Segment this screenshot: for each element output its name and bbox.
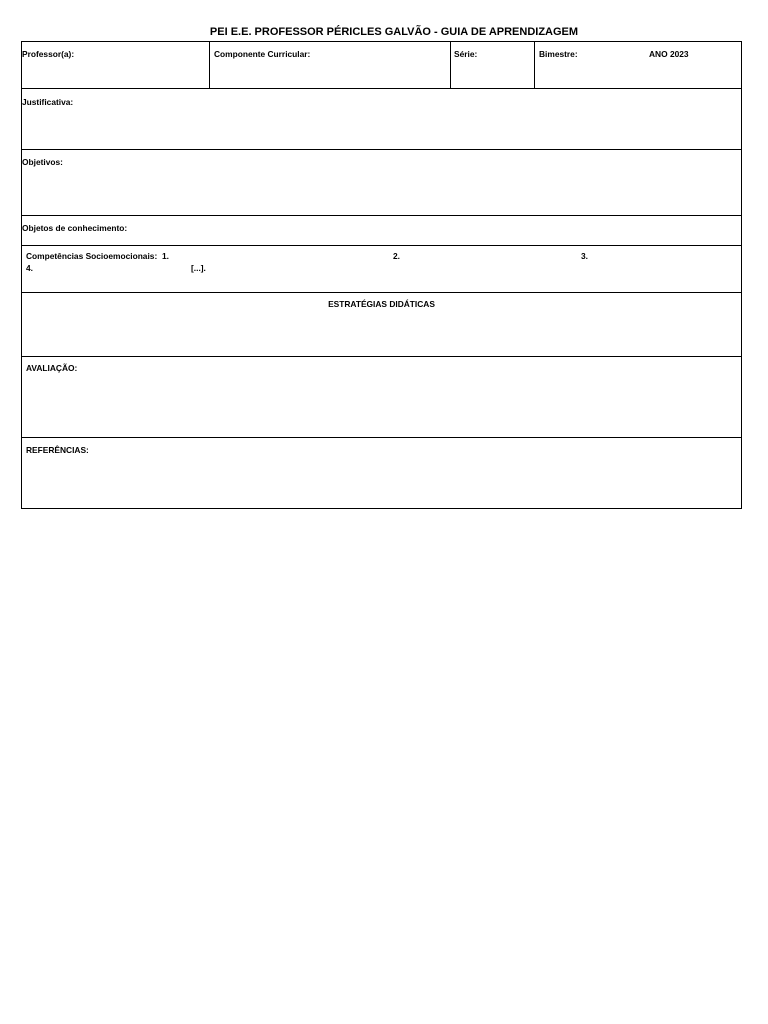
competencia-item-4: 4. xyxy=(26,263,33,273)
row-divider xyxy=(22,292,741,293)
column-divider xyxy=(450,42,451,89)
row-divider xyxy=(22,149,741,150)
row-divider xyxy=(22,356,741,357)
bimestre-label: Bimestre: xyxy=(539,49,578,59)
objetivos-label: Objetivos: xyxy=(22,157,63,167)
row-divider xyxy=(22,215,741,216)
justificativa-label: Justificativa: xyxy=(22,97,74,107)
competencia-item-2: 2. xyxy=(393,251,400,261)
row-divider xyxy=(22,245,741,246)
column-divider xyxy=(534,42,535,89)
competencia-item-more: [...]. xyxy=(191,263,206,273)
serie-label: Série: xyxy=(454,49,478,59)
competencias-label: Competências Socioemocionais: xyxy=(26,251,158,261)
ano-label: ANO 2023 xyxy=(649,49,689,59)
estrategias-didaticas-heading: ESTRATÉGIAS DIDÁTICAS xyxy=(328,299,435,309)
row-divider xyxy=(22,437,741,438)
referencias-label: REFERÊNCIAS: xyxy=(26,445,89,455)
professor-label: Professor(a): xyxy=(22,49,75,59)
competencia-item-1: 1. xyxy=(162,251,169,261)
row-divider xyxy=(22,88,741,89)
competencia-item-3: 3. xyxy=(581,251,588,261)
learning-guide-form xyxy=(21,41,742,509)
avaliacao-label: AVALIAÇÃO: xyxy=(26,363,78,373)
componente-curricular-label: Componente Curricular: xyxy=(214,49,311,59)
document-title: PEI E.E. PROFESSOR PÉRICLES GALVÃO - GUIA DE APRENDIZAGEM xyxy=(209,26,579,38)
column-divider xyxy=(209,42,210,89)
objetos-conhecimento-label: Objetos de conhecimento: xyxy=(22,223,128,233)
